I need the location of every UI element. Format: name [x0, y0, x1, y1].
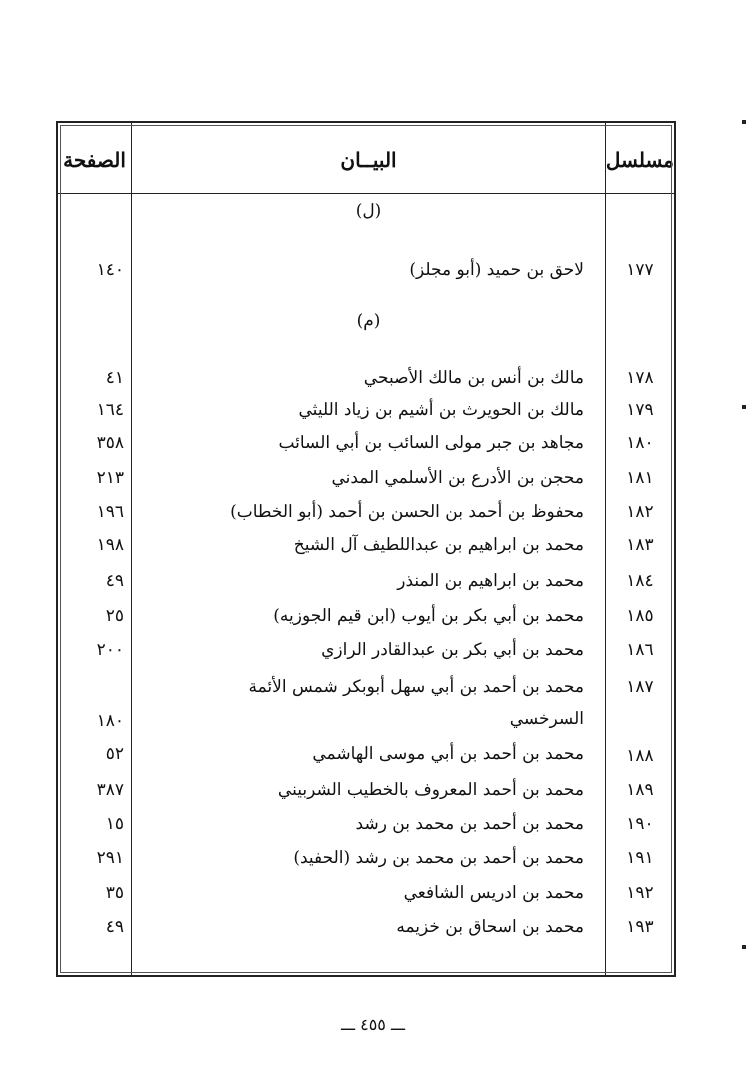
row-page: ١٩٦ — [96, 502, 124, 522]
row-serial: ١٨١ — [626, 468, 654, 488]
row-serial: ١٨٥ — [626, 606, 654, 626]
row-text: مالك بن أنس بن مالك الأصبحي — [363, 368, 584, 388]
row-serial: ١٨٧ — [626, 677, 654, 697]
row-page: ٣٥٨ — [96, 433, 124, 453]
row-text: محمد بن ابراهيم بن المنذر — [397, 571, 584, 591]
row-text: محمد بن أبي بكر بن أيوب (ابن قيم الجوزيه) — [273, 606, 584, 626]
row-page: ١٦٤ — [96, 400, 124, 420]
row-serial: ١٨٨ — [626, 746, 654, 766]
row-text: محمد بن اسحاق بن خزيمه — [396, 917, 584, 937]
row-page: ٤١ — [105, 368, 124, 388]
row-text: محجن بن الأدرع بن الأسلمي المدني — [331, 468, 584, 488]
row-page: ٤٩ — [105, 571, 124, 591]
row-text-continued: السرخسي — [509, 709, 584, 729]
header-serial: مسلسل — [605, 148, 674, 172]
index-table — [56, 121, 676, 977]
section-heading-mim: (م) — [356, 311, 381, 331]
row-serial: ١٩٣ — [626, 917, 654, 937]
row-serial: ١٩٢ — [626, 883, 654, 903]
row-serial: ١٨٣ — [626, 535, 654, 555]
row-text: مجاهد بن جبر مولى السائب بن أبي السائب — [278, 433, 584, 453]
row-serial: ١٧٧ — [626, 260, 654, 280]
row-text: محفوظ بن أحمد بن الحسن بن أحمد (أبو الخطاب) — [230, 502, 584, 522]
row-page: ٣٥ — [105, 883, 124, 903]
row-serial: ١٨٠ — [626, 433, 654, 453]
row-serial: ١٨٢ — [626, 502, 654, 522]
row-text: محمد بن ادريس الشافعي — [403, 883, 584, 903]
row-page: ٣٨٧ — [96, 780, 124, 800]
row-serial: ١٧٨ — [626, 368, 654, 388]
row-serial: ١٨٤ — [626, 571, 654, 591]
column-divider-page — [131, 123, 132, 975]
row-page: ٢١٣ — [96, 468, 124, 488]
scan-edge-mark — [742, 405, 746, 409]
row-serial: ١٩١ — [626, 848, 654, 868]
row-text: محمد بن أحمد المعروف بالخطيب الشربيني — [277, 780, 584, 800]
row-text: محمد بن أحمد بن أبي سهل أبوبكر شمس الأئمة — [248, 677, 584, 697]
row-page: ١٨٠ — [96, 711, 124, 731]
row-page: ١٤٠ — [96, 260, 124, 280]
row-page: ١٥ — [105, 814, 124, 834]
row-page: ٢٠٠ — [96, 640, 124, 660]
row-serial: ١٨٦ — [626, 640, 654, 660]
row-page: ٢٥ — [105, 606, 124, 626]
row-page: ٤٩ — [105, 917, 124, 937]
row-page: ٢٩١ — [96, 848, 124, 868]
row-page: ١٩٨ — [96, 535, 124, 555]
row-text: محمد بن أحمد بن أبي موسى الهاشمي — [312, 744, 584, 764]
scan-edge-mark — [742, 120, 746, 124]
row-text: محمد بن أحمد بن محمد بن رشد (الحفيد) — [293, 848, 584, 868]
header-divider — [58, 193, 674, 194]
section-heading-lam: (ل) — [355, 201, 382, 221]
row-text: محمد بن أحمد بن محمد بن رشد — [355, 814, 584, 834]
row-serial: ١٧٩ — [626, 400, 654, 420]
row-text: مالك بن الحويرث بن أشيم بن زياد الليثي — [298, 400, 584, 420]
row-text: محمد بن ابراهيم بن عبداللطيف آل الشيخ — [293, 535, 584, 555]
row-text: لاحق بن حميد (أبو مجلز) — [409, 260, 584, 280]
header-description: البيــان — [340, 148, 397, 172]
page-number: ـــ ٤٥٥ ـــ — [340, 1015, 406, 1034]
row-serial: ١٩٠ — [626, 814, 654, 834]
row-page: ٥٢ — [105, 744, 124, 764]
scan-edge-mark — [742, 945, 746, 949]
header-page: الصفحة — [63, 148, 126, 172]
row-serial: ١٨٩ — [626, 780, 654, 800]
row-text: محمد بن أبي بكر بن عبدالقادر الرازي — [321, 640, 584, 660]
